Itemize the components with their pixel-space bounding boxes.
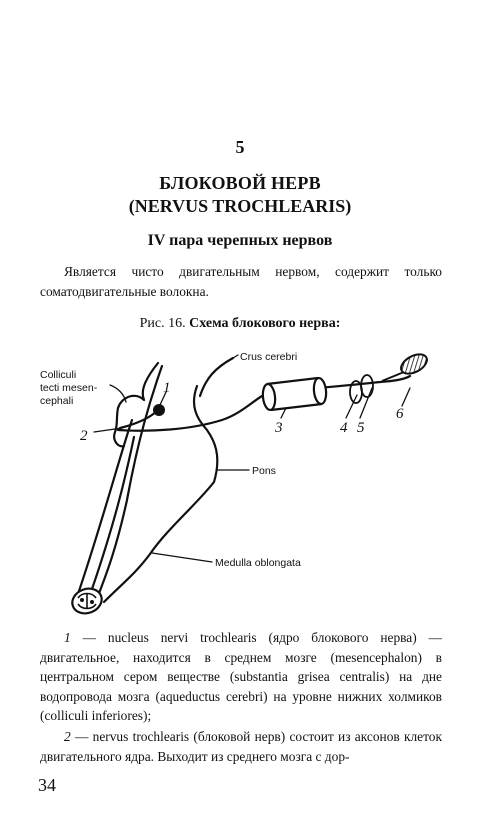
label-colliculi-line3: cephali: [40, 395, 74, 407]
item-1-number: 1: [64, 630, 71, 645]
marker-2: 2: [80, 428, 88, 444]
item-2-text: — nervus trochlearis (блоковой нерв) состоит из аксонов клеток двигательного ядра. Выходит из среднего мозга с дор-: [40, 729, 442, 764]
cylinder-segment: [262, 377, 328, 410]
nerve-root-fiber: [120, 410, 158, 428]
marker-6: 6: [396, 406, 404, 422]
chapter-subtitle: IV пара черепных нервов: [147, 232, 333, 249]
trochlear-nerve: [118, 396, 262, 431]
item-1-text: — nucleus nervi trochlearis (ядро блокового нерва) — двигательное, находится в среднем мозге (mesencephalon) в центральном сером веществе (substantia grisea centralis) на дне водопровода мозга (aqueductus cerebri) на уровне нижних холмиков (colliculi inferiores);: [40, 630, 442, 724]
marker-1: 1: [163, 380, 171, 396]
chapter-title-latin: (NERVUS TROCHLEARIS): [128, 196, 352, 216]
chapter-number: 5: [235, 137, 245, 157]
inner-fiber-left: [91, 437, 134, 592]
intro-paragraph: Является чисто двигательным нервом, содержит только соматодвигательные волокна.: [40, 264, 442, 299]
inner-fiber-right: [98, 366, 162, 596]
label-colliculi-line2: tecti mesen-: [40, 382, 98, 394]
label-colliculi-line1: Colliculi: [40, 369, 77, 381]
crus-cerebri-outline: [200, 358, 233, 396]
description-item-1: [40, 628, 442, 726]
ring-5: [361, 375, 373, 397]
label-pons: Pons: [252, 465, 276, 477]
caption-prefix: Рис. 16.: [139, 316, 186, 331]
chapter-title: БЛОКОВОЙ НЕРВ: [159, 173, 321, 193]
description-item-2: [40, 727, 442, 766]
label-medulla-oblongata: Medulla oblongata: [215, 557, 301, 569]
label-6-leader: [402, 388, 410, 406]
marker-3: 3: [275, 420, 283, 436]
medulla-leader: [152, 553, 212, 562]
colliculi-outline: [114, 363, 158, 446]
nucleus-dot: [153, 404, 165, 416]
label-crus-cerebri: Crus cerebri: [240, 351, 298, 363]
marker-5: 5: [357, 420, 365, 436]
marker-4: 4: [340, 420, 348, 436]
item-2-number: 2: [64, 729, 71, 744]
page-number: 34: [38, 775, 56, 795]
crus-leader: [233, 355, 238, 358]
caption-title: Схема блокового нерва:: [189, 316, 341, 331]
